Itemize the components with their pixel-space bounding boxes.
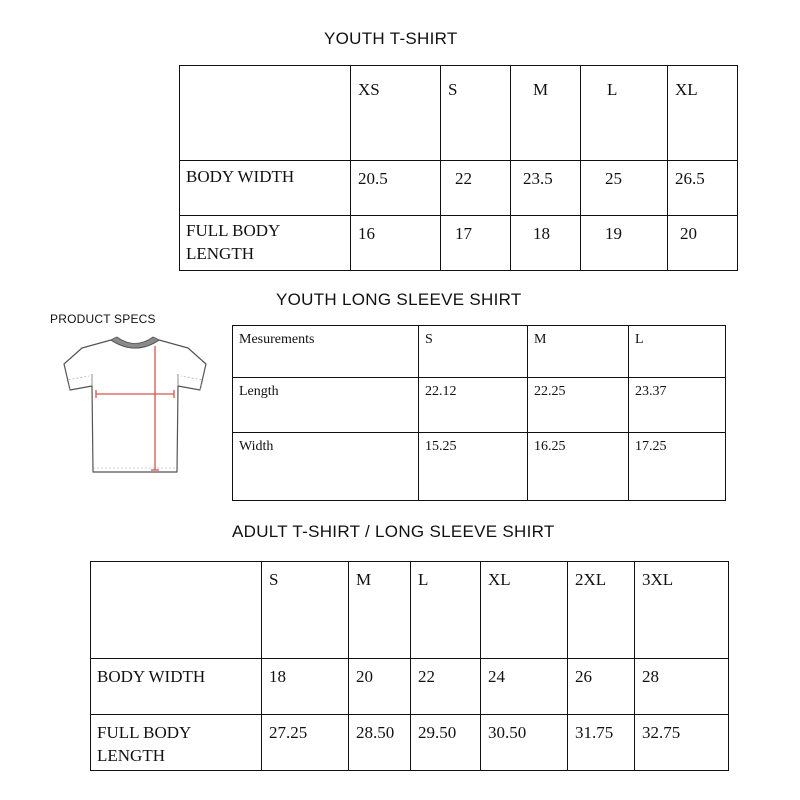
- row-label-full-body-length: FULL BODY LENGTH: [180, 216, 351, 271]
- table-row: [91, 715, 729, 771]
- tshirt-measurement-icon: [62, 334, 208, 478]
- table-row: [233, 433, 726, 501]
- size-header-xs: XS: [351, 66, 441, 161]
- table-row: [91, 659, 729, 715]
- table-cell: 30.50: [481, 715, 568, 771]
- size-header-l: L: [581, 66, 668, 161]
- size-header-s: S: [262, 562, 349, 659]
- size-header-s: S: [441, 66, 511, 161]
- row-label-body-width: BODY WIDTH: [180, 161, 351, 216]
- table-cell: 27.25: [262, 715, 349, 771]
- table-cell: 23.5: [511, 161, 581, 216]
- table-cell: 23.37: [629, 378, 726, 433]
- product-specs-label: PRODUCT SPECS: [50, 312, 156, 326]
- table-cell: 18: [262, 659, 349, 715]
- size-header-xl: XL: [481, 562, 568, 659]
- table-cell: 22: [441, 161, 511, 216]
- table-row: [233, 378, 726, 433]
- table-cell: 32.75: [635, 715, 729, 771]
- table-cell: 25: [581, 161, 668, 216]
- table-cell: 17: [441, 216, 511, 271]
- table-cell: 26: [568, 659, 635, 715]
- size-header-l: L: [629, 326, 726, 378]
- table-cell: 16: [351, 216, 441, 271]
- table-cell: 16.25: [528, 433, 629, 501]
- size-header-m: M: [349, 562, 411, 659]
- table-cell: 17.25: [629, 433, 726, 501]
- table-row: [180, 66, 738, 161]
- table-cell: 29.50: [411, 715, 481, 771]
- row-label-length: Length: [233, 378, 419, 433]
- size-header-2xl: 2XL: [568, 562, 635, 659]
- table-cell: 20.5: [351, 161, 441, 216]
- youth-long-sleeve-title: YOUTH LONG SLEEVE SHIRT: [276, 290, 522, 309]
- size-header-s: S: [419, 326, 528, 378]
- table-row: [233, 326, 726, 378]
- size-header-m: M: [528, 326, 629, 378]
- row-label-width: Width: [233, 433, 419, 501]
- size-header-xl: XL: [668, 66, 738, 161]
- measurements-header: Mesurements: [233, 326, 419, 378]
- size-header-3xl: 3XL: [635, 562, 729, 659]
- table-row: [180, 161, 738, 216]
- table-row: [180, 216, 738, 271]
- table-cell: 28: [635, 659, 729, 715]
- youth-tshirt-title: YOUTH T-SHIRT: [324, 29, 458, 48]
- table-cell: 18: [511, 216, 581, 271]
- table-cell: 19: [581, 216, 668, 271]
- table-cell: 22.25: [528, 378, 629, 433]
- size-header-l: L: [411, 562, 481, 659]
- table-corner-cell: [91, 562, 262, 659]
- table-cell: 26.5: [668, 161, 738, 216]
- youth-tshirt-size-table: [179, 65, 738, 271]
- table-cell: 22: [411, 659, 481, 715]
- table-cell: 15.25: [419, 433, 528, 501]
- adult-size-table: [90, 561, 729, 771]
- table-cell: 20: [668, 216, 738, 271]
- youth-long-sleeve-size-table: [232, 325, 726, 501]
- row-label-body-width: BODY WIDTH: [91, 659, 262, 715]
- table-corner-cell: [180, 66, 351, 161]
- adult-title: ADULT T-SHIRT / LONG SLEEVE SHIRT: [232, 522, 555, 541]
- table-row: [91, 562, 729, 659]
- table-cell: 24: [481, 659, 568, 715]
- table-cell: 31.75: [568, 715, 635, 771]
- size-header-m: M: [511, 66, 581, 161]
- table-cell: 22.12: [419, 378, 528, 433]
- table-cell: 28.50: [349, 715, 411, 771]
- table-cell: 20: [349, 659, 411, 715]
- row-label-full-body-length: FULL BODY LENGTH: [91, 715, 262, 771]
